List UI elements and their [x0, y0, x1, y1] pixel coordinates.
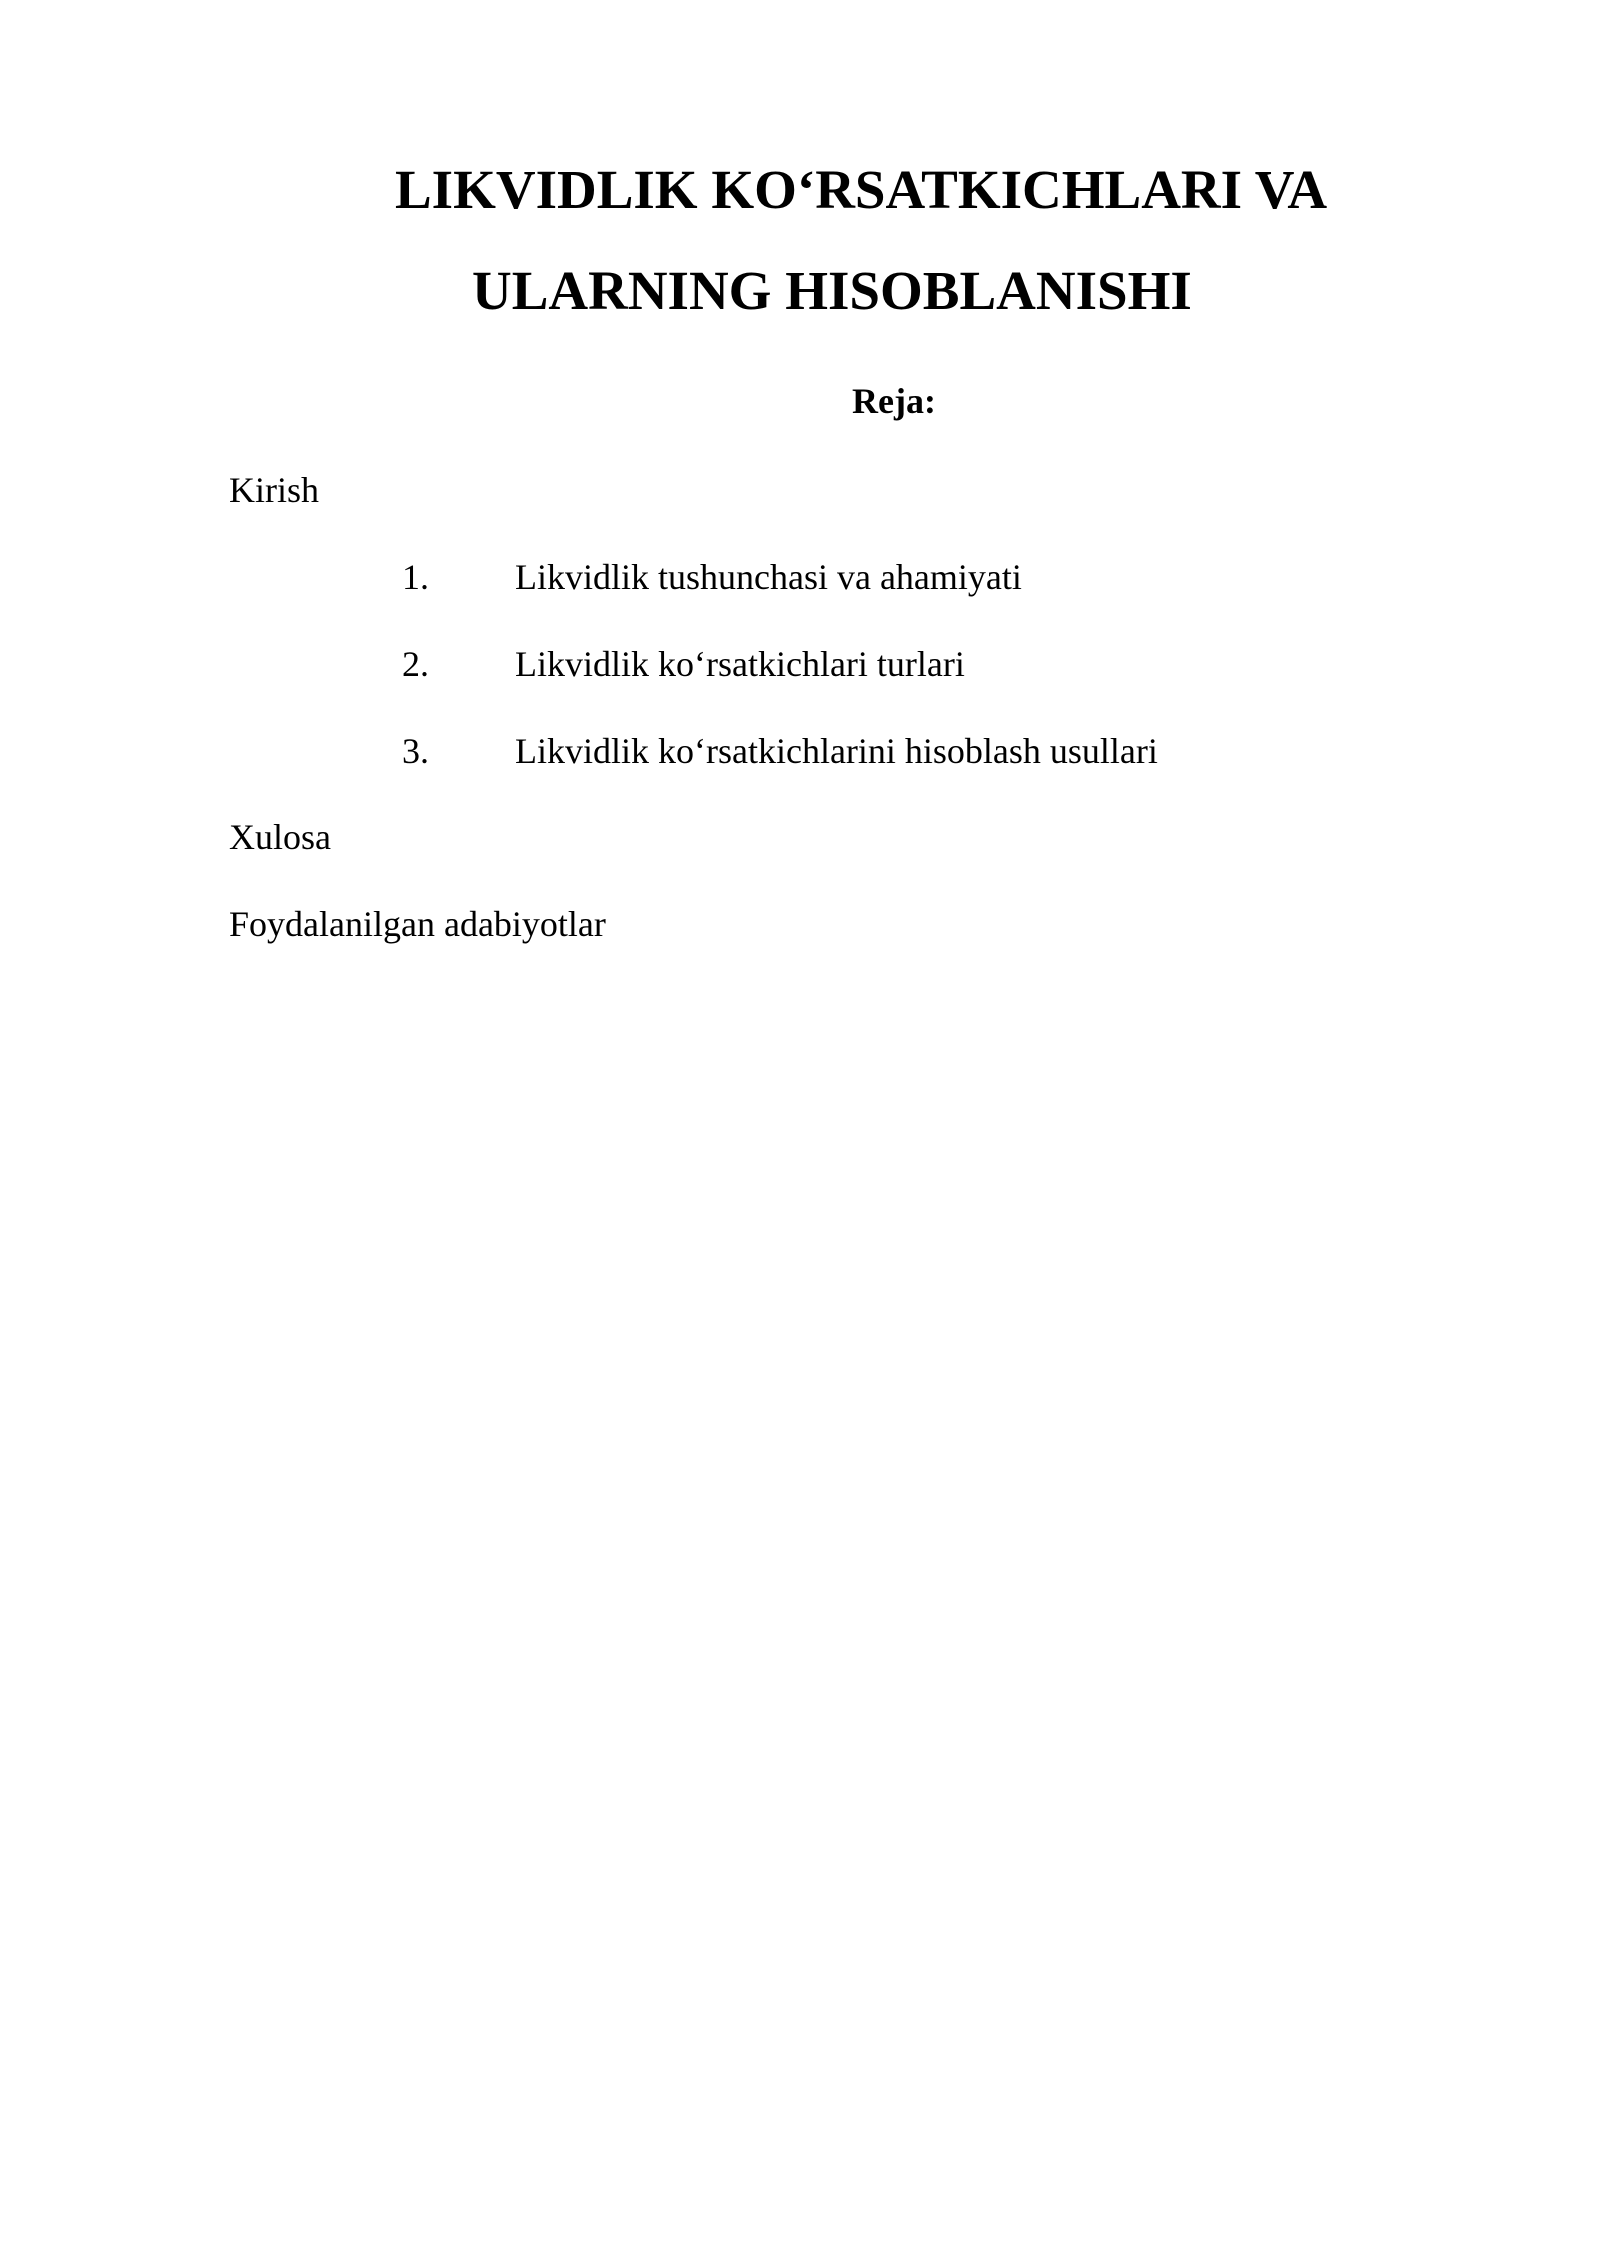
document-title-line-1: LIKVIDLIK KO‘RSATKICHLARI VA: [395, 159, 1328, 220]
plan-references: Foydalanilgan adabiyotlar: [229, 904, 606, 944]
plan-item-3-text: Likvidlik ko‘rsatkichlarini hisoblash usullari: [515, 731, 1158, 771]
document-title-line-2: ULARNING HISOBLANISHI: [472, 260, 1192, 321]
plan-item-1-number: 1.: [402, 557, 429, 597]
plan-conclusion: Xulosa: [229, 817, 331, 857]
plan-item-3-number: 3.: [402, 731, 429, 771]
plan-heading: Reja:: [852, 381, 936, 421]
plan-intro: Kirish: [229, 470, 319, 510]
plan-item-1-text: Likvidlik tushunchasi va ahamiyati: [515, 557, 1022, 597]
plan-item-2-number: 2.: [402, 644, 429, 684]
plan-item-2-text: Likvidlik ko‘rsatkichlari turlari: [515, 644, 965, 684]
